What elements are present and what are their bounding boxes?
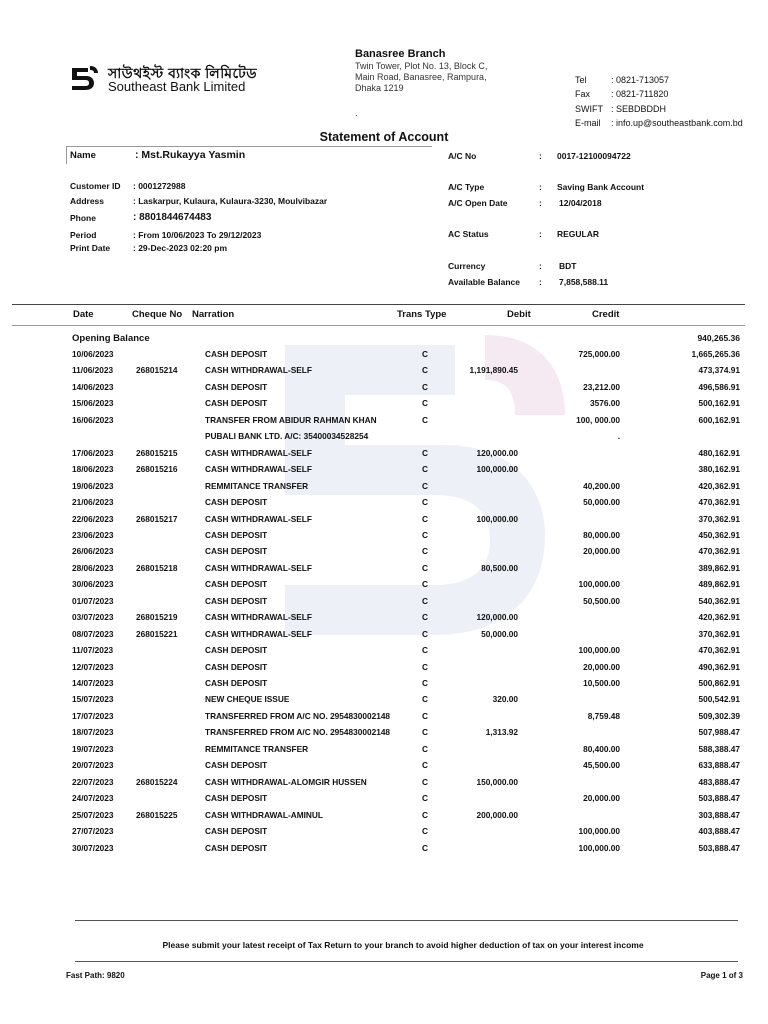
row-debit: 120,000.00	[476, 612, 518, 623]
row-cheque: 268015221	[136, 628, 178, 639]
ac-open-label: A/C Open Date	[448, 198, 508, 208]
row-bal: 370,362.91	[698, 513, 740, 524]
row-type: C	[422, 628, 428, 639]
row-type: C	[422, 464, 428, 475]
currency-label: Currency	[448, 261, 486, 271]
row-debit: 320.00	[492, 694, 518, 705]
row-narr: CASH DEPOSIT	[205, 645, 268, 656]
contact-row	[575, 87, 743, 101]
colon: :	[539, 229, 542, 239]
colon: :	[539, 261, 542, 271]
row-narr: NEW CHEQUE ISSUE	[205, 694, 290, 705]
row-narr: CASH DEPOSIT	[205, 842, 268, 853]
row-date: 14/07/2023	[72, 678, 114, 688]
print-date-value: : 29-Dec-2023 02:20 pm	[133, 243, 228, 253]
row-type: C	[422, 776, 428, 787]
colon: :	[539, 182, 542, 192]
footer-bottom-rule	[75, 961, 738, 962]
row-debit: 1,191,890.45	[469, 365, 518, 376]
row-type: C	[422, 513, 428, 524]
footer-top-rule	[75, 920, 738, 921]
phone-label: Phone	[70, 213, 96, 223]
row-date: 27/07/2023	[72, 826, 114, 837]
row-bal: 500,862.91	[698, 678, 740, 688]
row-bal: 420,362.91	[698, 480, 740, 491]
row-cheque: 268015225	[136, 809, 178, 820]
bank-name-bangla: সাউথইস্ট ব্যাংক লিমিটেড	[108, 65, 258, 81]
fast-path: Fast Path: 9820	[66, 971, 125, 980]
row-date: 22/07/2023	[72, 776, 114, 787]
row-narr: REMMITANCE TRANSFER	[205, 480, 309, 491]
row-date: 28/06/2023	[72, 562, 114, 573]
row-type: C	[422, 612, 428, 623]
row-cheque: 268015216	[136, 464, 178, 475]
row-bal: 470,362.91	[698, 546, 740, 557]
row-date: 26/06/2023	[72, 546, 114, 557]
row-credit: 50,500.00	[583, 595, 620, 606]
ac-type-label: A/C Type	[448, 182, 485, 192]
row-bal: 490,362.91	[698, 661, 740, 672]
row-credit: .	[617, 431, 620, 442]
customer-id-value: : 0001272988	[133, 181, 186, 191]
row-bal: 303,888.47	[698, 809, 740, 820]
row-narr: CASH DEPOSIT	[205, 381, 268, 392]
row-type: C	[422, 678, 428, 688]
row-cheque: 268015217	[136, 513, 178, 524]
row-bal: 500,542.91	[698, 694, 740, 705]
row-date: 08/07/2023	[72, 628, 114, 639]
row-narr: CASH WITHDRAWAL-SELF	[205, 365, 312, 376]
row-bal: 489,862.91	[698, 579, 740, 590]
row-narr: CASH DEPOSIT	[205, 678, 268, 688]
name-value: : Mst.Rukayya Yasmin	[135, 149, 246, 161]
row-date: 30/07/2023	[72, 842, 114, 853]
row-date: 21/06/2023	[72, 497, 114, 508]
row-date: 18/06/2023	[72, 464, 114, 475]
available-balance-value: 7,858,588.11	[559, 277, 609, 287]
row-bal: 503,888.47	[698, 842, 740, 853]
row-type: C	[422, 414, 428, 425]
row-narr: REMMITANCE TRANSFER	[205, 743, 309, 754]
row-type: C	[422, 349, 428, 359]
row-narr: CASH WITHDRAWAL-SELF	[205, 447, 312, 458]
row-type: C	[422, 546, 428, 557]
row-narr: CASH DEPOSIT	[205, 398, 268, 409]
contact-key: E-mail	[575, 117, 601, 128]
ac-open-value: 12/04/2018	[559, 198, 602, 208]
row-narr: TRANSFER FROM ABIDUR RAHMAN KHAN	[205, 414, 377, 425]
row-bal: 483,888.47	[698, 776, 740, 787]
period-value: : From 10/06/2023 To 29/12/2023	[133, 230, 262, 240]
row-type: C	[422, 842, 428, 853]
row-bal: 420,362.91	[698, 612, 740, 623]
row-type: C	[422, 661, 428, 672]
row-credit: 100, 000.00	[576, 414, 620, 425]
row-date: 17/06/2023	[72, 447, 114, 458]
row-bal: 389,862.91	[698, 562, 740, 573]
contact-value: : 0821-711820	[611, 89, 669, 100]
row-bal: 540,362.91	[698, 595, 740, 606]
row-narr: TRANSFERRED FROM A/C NO. 2954830002148	[205, 727, 391, 738]
row-narr: CASH DEPOSIT	[205, 579, 268, 590]
row-cheque: 268015215	[136, 447, 178, 458]
row-bal: 473,374.91	[698, 365, 740, 376]
row-bal: 600,162.91	[698, 414, 740, 425]
row-date: 16/06/2023	[72, 414, 114, 425]
row-date: 18/07/2023	[72, 727, 114, 738]
contact-row	[575, 102, 743, 116]
row-bal: 403,888.47	[698, 826, 740, 837]
available-balance-label: Available Balance	[448, 277, 520, 287]
row-narr: CASH WITHDRAWAL-SELF	[205, 628, 312, 639]
row-date: 11/06/2023	[72, 365, 114, 376]
row-debit: 200,000.00	[476, 809, 518, 820]
row-type: C	[422, 760, 428, 771]
row-credit: 100,000.00	[578, 579, 620, 590]
row-type: C	[422, 447, 428, 458]
header-debit: Debit	[507, 309, 531, 320]
row-debit: 150,000.00	[476, 776, 518, 787]
row-credit: 3576.00	[590, 398, 620, 409]
row-credit: 8,759.48	[587, 710, 620, 721]
row-date: 12/07/2023	[72, 661, 114, 672]
row-date: 22/06/2023	[72, 513, 114, 524]
row-bal: 500,162.91	[698, 398, 740, 409]
row-date: 11/07/2023	[72, 645, 114, 656]
row-narr: CASH DEPOSIT	[205, 546, 268, 557]
row-narr: CASH DEPOSIT	[205, 497, 268, 508]
row-cheque: 268015214	[136, 365, 178, 376]
page-number: Page 1 of 3	[700, 971, 743, 980]
customer-id-label: Customer ID	[70, 181, 121, 191]
colon: :	[539, 151, 542, 161]
row-debit: 50,000.00	[481, 628, 518, 639]
row-bal: 507,988.47	[698, 727, 740, 738]
row-credit: 40,200.00	[583, 480, 620, 491]
ac-type-value: Saving Bank Account	[557, 182, 645, 192]
colon: :	[539, 277, 542, 287]
header-credit: Credit	[592, 309, 620, 320]
row-narr: CASH DEPOSIT	[205, 661, 268, 672]
row-bal: 496,586.91	[698, 381, 740, 392]
row-bal: 503,888.47	[698, 793, 740, 804]
row-narr: CASH DEPOSIT	[205, 349, 268, 359]
contact-row	[575, 73, 743, 87]
row-credit: 80,000.00	[583, 529, 620, 540]
row-date: 01/07/2023	[72, 595, 114, 606]
row-credit: 80,400.00	[583, 743, 620, 754]
row-bal: 470,362.91	[698, 497, 740, 508]
contact-info	[575, 73, 743, 130]
row-narr: CASH DEPOSIT	[205, 595, 268, 606]
table-top-rule	[12, 304, 745, 305]
branch-title: Banasree Branch	[355, 48, 446, 60]
header-date: Date	[73, 309, 94, 320]
row-date: 10/06/2023	[72, 349, 114, 359]
row-date: 03/07/2023	[72, 612, 114, 623]
phone-value: : 8801844674483	[133, 212, 212, 223]
tax-return-note: Please submit your latest receipt of Tax Return to your branch to avoid higher deduction of tax on your interest income	[162, 940, 644, 950]
row-narr: CASH DEPOSIT	[205, 760, 268, 771]
row-cheque: 268015224	[136, 776, 178, 787]
row-date: 24/07/2023	[72, 793, 114, 804]
row-type: C	[422, 645, 428, 656]
row-date: 19/07/2023	[72, 743, 114, 754]
colon: :	[539, 198, 542, 208]
row-type: C	[422, 529, 428, 540]
row-credit: 20,000.00	[583, 661, 620, 672]
row-credit: 50,000.00	[583, 497, 620, 508]
row-bal: 380,162.91	[698, 464, 740, 475]
statement-title: Statement of Account	[319, 130, 449, 144]
row-bal: 588,388.47	[698, 743, 740, 754]
period-label: Period	[70, 230, 97, 240]
row-type: C	[422, 793, 428, 804]
row-credit: 20,000.00	[583, 793, 620, 804]
header-narration: Narration	[192, 309, 235, 320]
row-credit: 20,000.00	[583, 546, 620, 557]
row-credit: 23,212.00	[583, 381, 620, 392]
name-label: Name	[70, 150, 96, 161]
contact-key: Fax	[575, 89, 591, 100]
row-debit: 100,000.00	[476, 513, 518, 524]
row-credit: 725,000.00	[578, 349, 620, 359]
row-type: C	[422, 579, 428, 590]
ac-status-value: REGULAR	[557, 229, 600, 239]
row-date: 30/06/2023	[72, 579, 114, 590]
opening-balance-value: 940,265.36	[697, 333, 740, 343]
row-credit: 100,000.00	[578, 645, 620, 656]
row-bal: 633,888.47	[698, 760, 740, 771]
bank-logo-icon	[68, 62, 100, 94]
row-credit: 100,000.00	[578, 826, 620, 837]
row-debit: 120,000.00	[476, 447, 518, 458]
row-bal: 370,362.91	[698, 628, 740, 639]
row-type: C	[422, 497, 428, 508]
row-narr: CASH WITHDRAWAL-SELF	[205, 562, 312, 573]
currency-value: BDT	[559, 261, 577, 271]
contact-key: SWIFT	[575, 103, 603, 114]
row-type: C	[422, 727, 428, 738]
row-date: 25/07/2023	[72, 809, 114, 820]
address-label: Address	[70, 196, 105, 206]
row-type: C	[422, 562, 428, 573]
row-bal: 480,162.91	[698, 447, 740, 458]
row-bal: 450,362.91	[698, 529, 740, 540]
row-cheque: 268015219	[136, 612, 178, 623]
ac-status-label: AC Status	[448, 229, 489, 239]
row-narr: CASH DEPOSIT	[205, 826, 268, 837]
row-type: C	[422, 398, 428, 409]
row-type: C	[422, 595, 428, 606]
row-bal: 470,362.91	[698, 645, 740, 656]
row-date: 14/06/2023	[72, 381, 114, 392]
bank-name-english: Southeast Bank Limited	[108, 79, 246, 94]
row-type: C	[422, 809, 428, 820]
address-value: : Laskarpur, Kulaura, Kulaura-3230, Moulvibazar	[133, 196, 328, 206]
row-credit: 100,000.00	[578, 842, 620, 853]
row-credit: 45,500.00	[583, 760, 620, 771]
branch-address: Twin Tower, Plot No. 13, Block C, Main Road, Banasree, Rampura, Dhaka 1219	[355, 61, 488, 93]
branch-dot: .	[355, 108, 358, 118]
row-narr: CASH WITHDRAWAL-ALOMGIR HUSSEN	[205, 776, 367, 787]
row-type: C	[422, 710, 428, 721]
opening-balance-label: Opening Balance	[72, 333, 150, 344]
row-debit: 80,500.00	[481, 562, 518, 573]
row-narr: CASH DEPOSIT	[205, 793, 268, 804]
contact-value: : SEBDBDDH	[611, 103, 667, 114]
print-date-label: Print Date	[70, 243, 111, 253]
header-trans-type: Trans Type	[397, 309, 447, 320]
row-date: 15/06/2023	[72, 398, 114, 409]
row-narr: CASH WITHDRAWAL-SELF	[205, 513, 312, 524]
row-narr: CASH WITHDRAWAL-AMINUL	[205, 809, 323, 820]
row-narr: CASH WITHDRAWAL-SELF	[205, 612, 312, 623]
row-date: 17/07/2023	[72, 710, 114, 721]
header-cheque: Cheque No	[132, 309, 183, 320]
row-cheque: 268015218	[136, 562, 178, 573]
row-type: C	[422, 826, 428, 837]
row-bal: 1,665,265.36	[691, 349, 740, 359]
row-narr: CASH WITHDRAWAL-SELF	[205, 464, 312, 475]
row-credit: 10,500.00	[583, 678, 620, 688]
row-date: 23/06/2023	[72, 529, 114, 540]
contact-value: : info.up@southeastbank.com.bd	[611, 117, 743, 128]
row-bal: 509,302.39	[698, 710, 740, 721]
row-type: C	[422, 743, 428, 754]
row-narr: CASH DEPOSIT	[205, 529, 268, 540]
row-narr: PUBALI BANK LTD. A/C: 35400034528254	[205, 431, 369, 442]
ac-no-value: 0017-12100094722	[557, 151, 631, 161]
row-type: C	[422, 694, 428, 705]
name-box	[66, 146, 432, 164]
row-type: C	[422, 480, 428, 491]
contact-row	[575, 116, 743, 130]
row-date: 20/07/2023	[72, 760, 114, 771]
row-narr: TRANSFERRED FROM A/C NO. 2954830002148	[205, 710, 391, 721]
ac-no-label: A/C No	[448, 151, 477, 161]
contact-key: Tel	[575, 75, 587, 85]
row-type: C	[422, 365, 428, 376]
row-debit: 1,313.92	[485, 727, 518, 738]
row-debit: 100,000.00	[476, 464, 518, 475]
row-type: C	[422, 381, 428, 392]
contact-value: : 0821-713057	[611, 75, 670, 85]
row-date: 15/07/2023	[72, 694, 114, 705]
row-date: 19/06/2023	[72, 480, 114, 491]
